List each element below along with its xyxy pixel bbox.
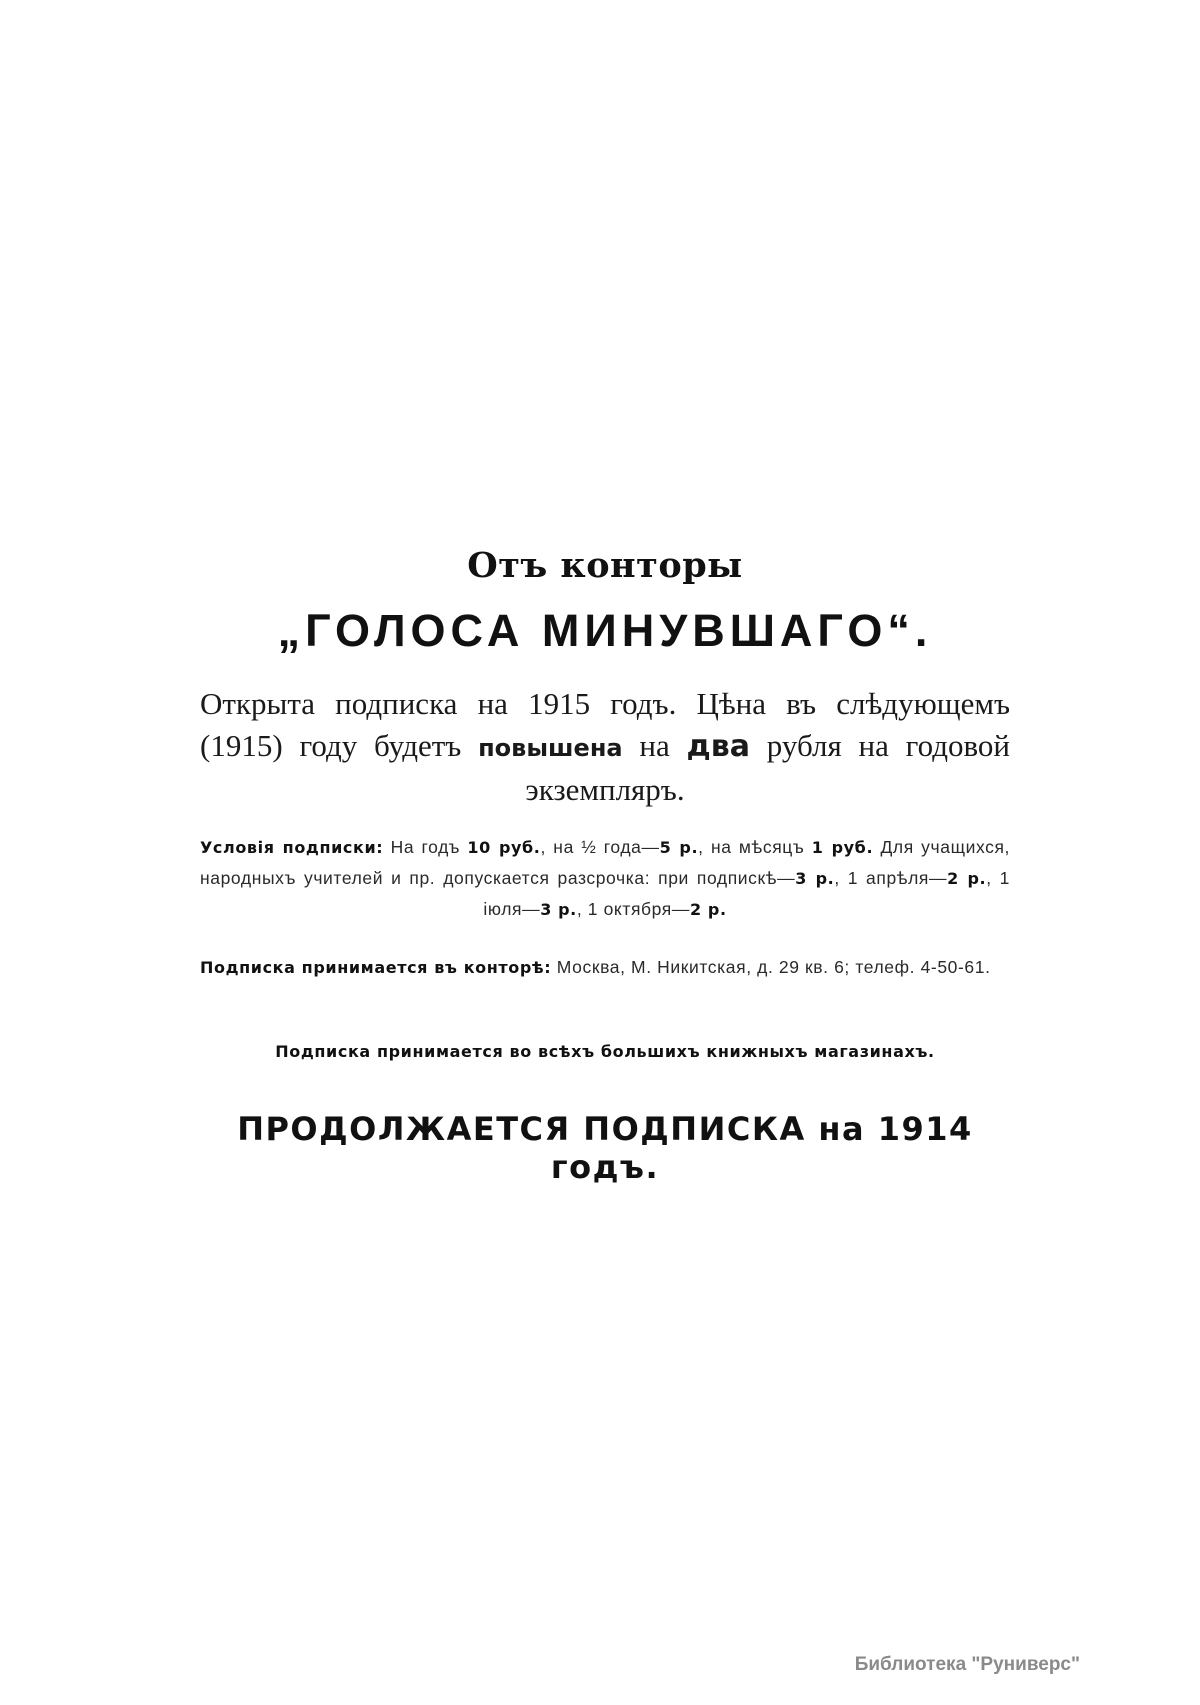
bookshops-text: Подписка принимается во всѣхъ большихъ книжныхъ магазинахъ. (275, 1042, 935, 1061)
conditions-text: , 1 іюля— (483, 868, 1010, 919)
announcement-text-3: рубля на годовой экземпляръ. (525, 728, 1010, 807)
conditions-price: 10 руб. (467, 838, 541, 857)
office-text: Москва, М. Никитская, д. 29 кв. 6; телеф. 4-50-61. (551, 957, 991, 977)
conditions-price: 3 р. (540, 900, 577, 919)
conditions-text: , на мѣсяцъ (698, 837, 812, 857)
conditions-price: 1 руб. (811, 838, 874, 857)
bookshops-note (200, 1036, 1010, 1067)
subscription-announcement (200, 683, 1010, 811)
conditions-price: 5 р. (659, 838, 699, 857)
office-label: Подписка принимается въ конторѣ: (200, 958, 552, 977)
library-watermark: Библиотека "Руниверс" (854, 1654, 1080, 1675)
conditions-text: На годъ (383, 837, 468, 857)
office-address (200, 952, 1010, 983)
conditions-text: , на ½ года— (540, 837, 660, 857)
announcement-text-1: Открыта подписка на 1915 годъ. Цѣна въ слѣдующемъ (1915) году будетъ (200, 686, 1010, 763)
conditions-text: Для учащихся, народныхъ учителей и пр. допускается разсрочка: при подпискѣ— (200, 837, 1010, 888)
conditions-text: , 1 апрѣля— (834, 868, 948, 888)
announcement-bold-raised: повышена (478, 734, 623, 762)
announcement-bold-two: два (686, 729, 751, 764)
heading-office: Отъ конторы (467, 545, 743, 586)
conditions-label: Условія подписки: (200, 838, 384, 857)
conditions-price: 2 р. (689, 900, 727, 919)
subscription-continues: ПРОДОЛЖАЕТСЯ ПОДПИСКА на 1914 годъ. (237, 1110, 973, 1186)
heading-journal-title: „ГОЛОСА МИНУВШАГО“. (277, 605, 933, 656)
conditions-price: 2 р. (947, 869, 987, 888)
conditions-text: , 1 октября— (576, 899, 690, 919)
subscription-conditions (200, 832, 1010, 925)
announcement-text-2: на (622, 728, 687, 763)
conditions-price: 3 р. (795, 869, 835, 888)
